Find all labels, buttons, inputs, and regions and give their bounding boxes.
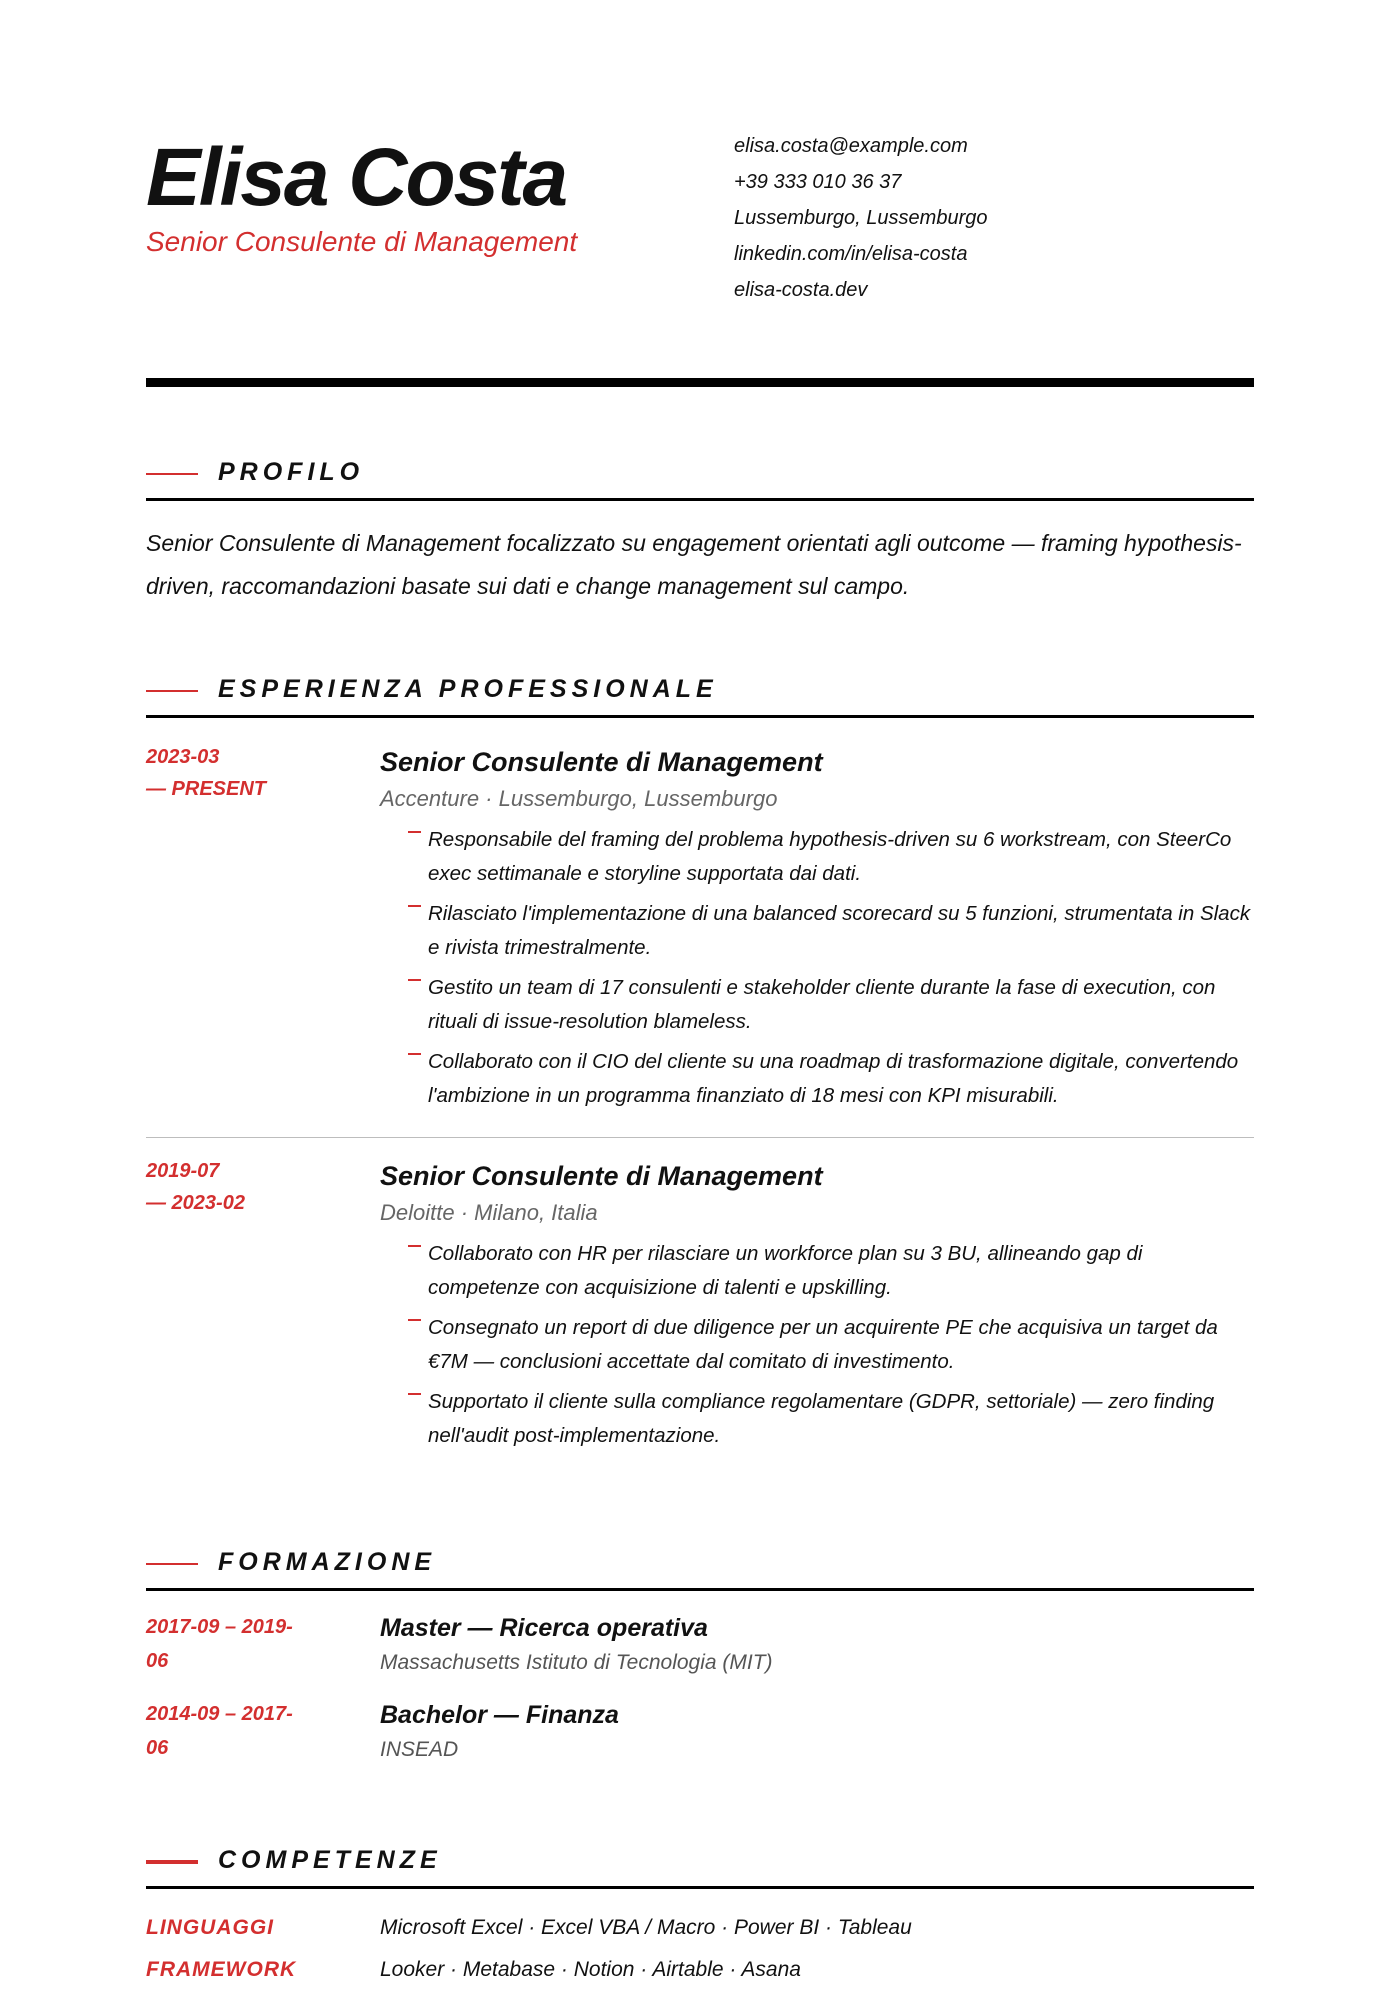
job-role: Senior Consulente di Management [380,1161,823,1191]
profile-summary: Senior Consulente di Management focalizzato su engagement orientati agli outcome — framing hypothesis-driven, raccomandazioni basate sui dati e change management sul campo. [146,530,1242,599]
heading-underline [146,1588,1254,1591]
bullet-item [408,897,1258,965]
skill-row [146,1953,1254,1993]
job-company: Accenture · Lussemburgo, Lussemburgo [380,786,778,811]
section-title-experience: ESPERIENZA PROFESSIONALE [218,675,718,703]
section-heading-skills [146,1832,1254,1892]
education-dates [146,1610,336,1678]
experience-dates [146,741,346,805]
contact-linkedin[interactable]: linkedin.com/in/elisa-costa [734,243,968,265]
skill-items: Looker · Metabase · Notion · Airtable · Asana [380,1958,801,1981]
date-line: 06 [146,1737,169,1759]
skill-category: FRAMEWORK [146,1958,297,1981]
bullet-text: Supportato il cliente sulla compliance regolamentare (GDPR, settoriale) — zero finding nell'audit post-implementazione. [428,1390,1215,1447]
bullet-text: Gestito un team di 17 consulenti e stakeholder cliente durante la fase di execution, con rituali di issue-resolution blameless. [428,976,1216,1033]
heading-accent-line [146,473,198,475]
education-entry [146,1697,1254,1783]
bullet-item [408,1311,1258,1379]
contact-phone[interactable]: +39 333 010 36 37 [734,171,902,193]
bullet-text: Consegnato un report di due diligence per un acquirente PE che acquisiva un target da €7M — conclusioni accettate dal comitato di investimento. [428,1316,1218,1373]
job-bullets [408,1237,1258,1459]
education-dates [146,1697,336,1765]
education-school: Massachusetts Istituto di Tecnologia (MIT) [380,1651,773,1674]
bullet-text: Collaborato con HR per rilasciare un workforce plan su 3 BU, allineando gap di competenze con acquisizione di talenti e upskilling. [428,1242,1143,1299]
contact-email[interactable]: elisa.costa@example.com [734,135,968,157]
date-line: 2017-09 – 2019- [146,1616,293,1638]
candidate-title: Senior Consulente di Management [146,226,578,257]
section-heading-experience [146,661,1254,721]
bullet-item [408,1385,1258,1453]
section-heading-education [146,1534,1254,1594]
date-start: 2019-07 [146,1160,220,1182]
bullet-item [408,823,1258,891]
heading-underline [146,498,1254,501]
skill-row [146,1911,1254,1951]
contact-block [734,128,987,308]
job-bullets [408,823,1258,1119]
bullet-text: Collaborato con il CIO del cliente su una roadmap di trasformazione digitale, convertendo l'ambizione in un programma finanziato di 18 mesi con KPI misurabili. [428,1050,1239,1107]
bullet-text: Responsabile del framing del problema hypothesis-driven su 6 workstream, con SteerCo exec settimanale e storyline supportata dai dati. [428,828,1232,885]
date-end: — 2023-02 [146,1192,245,1214]
date-end: — PRESENT [146,778,267,800]
heading-accent-line [146,1563,198,1565]
experience-separator [146,1137,1254,1138]
contact-website[interactable]: elisa-costa.dev [734,279,868,301]
candidate-name: Elisa Costa [146,132,567,223]
date-line: 06 [146,1650,169,1672]
experience-entry [146,1155,1254,1465]
section-title-skills: COMPETENZE [218,1846,442,1874]
heading-underline [146,715,1254,718]
header-divider [146,378,1254,387]
bullet-item [408,971,1258,1039]
section-heading-profile [146,444,1254,504]
bullet-dash-icon [408,979,421,981]
bullet-dash-icon [408,1393,421,1395]
bullet-dash-icon [408,831,421,833]
bullet-dash-icon [408,1245,421,1247]
skill-category: LINGUAGGI [146,1916,274,1939]
education-school: INSEAD [380,1738,459,1761]
bullet-dash-icon [408,1319,421,1321]
bullet-text: Rilasciato l'implementazione di una balanced scorecard su 5 funzioni, strumentata in Slack e rivista trimestralmente. [428,902,1251,959]
bullet-item [408,1045,1258,1113]
heading-underline [146,1886,1254,1889]
bullet-dash-icon [408,905,421,907]
contact-location: Lussemburgo, Lussemburgo [734,207,988,229]
job-role: Senior Consulente di Management [380,747,823,777]
experience-dates [146,1155,346,1219]
section-title-education: FORMAZIONE [218,1548,437,1576]
section-title-profile: PROFILO [218,458,365,486]
job-company: Deloitte · Milano, Italia [380,1200,598,1225]
heading-accent-line [146,690,198,692]
date-line: 2014-09 – 2017- [146,1703,293,1725]
education-entry [146,1610,1254,1696]
bullet-dash-icon [408,1053,421,1055]
experience-entry [146,741,1254,1121]
heading-accent-line [146,1860,198,1864]
date-start: 2023-03 [146,746,220,768]
education-degree: Master — Ricerca operativa [380,1614,708,1642]
education-degree: Bachelor — Finanza [380,1701,619,1729]
skill-items: Microsoft Excel · Excel VBA / Macro · Power BI · Tableau [380,1916,912,1939]
resume-header [146,128,1254,388]
bullet-item [408,1237,1258,1305]
